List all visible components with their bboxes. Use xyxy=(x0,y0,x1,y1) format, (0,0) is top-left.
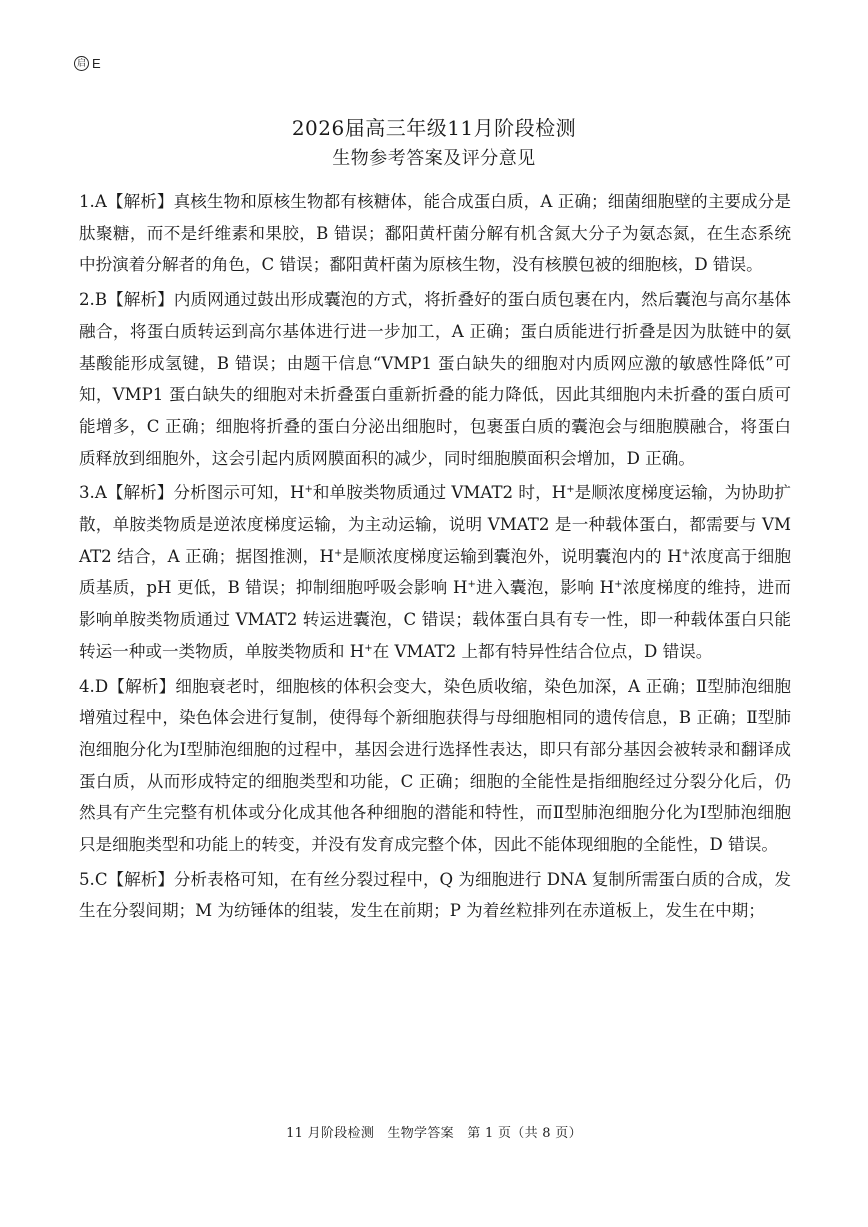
answer-item-3: 3.A【解析】分析图示可知，H+和单胺类物质通过 VMAT2 时，H+是顺浓度梯度运输，为协助扩散，单胺类物质是逆浓度梯度运输，为主动运输，说明 VMAT2 是一种载体蛋白，都需要与 VMAT2 结合，A 正确；据图推测，H+是顺浓度梯度运输到囊泡外，说明囊泡内的 H+浓度高于细胞质基质，pH 更低，B 错误；抑制细胞呼吸会影响 H+进入囊泡，影响 H+浓度梯度的维持，进而影响单胺类物质通过 VMAT2 转运进囊泡，C 错误；载体蛋白具有专一性，即一种载体蛋白只能转运一种或一类物质，单胺类物质和 H+在 VMAT2 上都有特异性结合位点，D 错误。 xyxy=(79,483,792,661)
answer-list xyxy=(79,186,791,930)
answer-item-5: 5.C【解析】分析表格可知，在有丝分裂过程中，Q 为细胞进行 DNA 复制所需蛋白质的合成，发生在分裂间期；M 为纺锤体的组装，发生在前期；P 为着丝粒排列在赤道板上，发生在中期； xyxy=(79,869,791,921)
circled-logo-icon: 启 xyxy=(74,56,89,71)
corner-mark-letter: E xyxy=(92,56,101,71)
answer-item-4: 4.D【解析】细胞衰老时，细胞核的体积会变大，染色质收缩，染色加深，A 正确；Ⅱ型肺泡细胞增殖过程中，染色体会进行复制，使得每个新细胞获得与母细胞相同的遗传信息，B 正确；Ⅱ型肺泡细胞分化为Ⅰ型肺泡细胞的过程中，基因会进行选择性表达，即只有部分基因会被转录和翻译成蛋白质，从而形成特定的细胞类型和功能，C 正确；细胞的全能性是指细胞经过分裂分化后，仍然具有产生完整有机体或分化成其他各种细胞的潜能和特性，而Ⅱ型肺泡细胞分化为Ⅰ型肺泡细胞只是细胞类型和功能上的转变，并没有发育成完整个体，因此不能体现细胞的全能性，D 错误。 xyxy=(79,676,791,855)
answer-item-2: 2.B【解析】内质网通过鼓出形成囊泡的方式，将折叠好的蛋白质包裹在内，然后囊泡与高尔基体融合，将蛋白质转运到高尔基体进行进一步加工，A 正确；蛋白质能进行折叠是因为肽链中的氨基酸能形成氢键，B 错误；由题干信息“VMP1 蛋白缺失的细胞对内质网应激的敏感性降低”可知，VMP1 蛋白缺失的细胞对未折叠蛋白重新折叠的能力降低，因此其细胞内未折叠的蛋白质可能增多，C 正确；细胞将折叠的蛋白分泌出细胞时，包裹蛋白质的囊泡会与细胞膜融合，将蛋白质释放到细胞外，这会引起内质网膜面积的减少，同时细胞膜面积会增加，D 正确。 xyxy=(79,290,791,468)
page-footer: 11 月阶段检测 生物学答案 第 1 页（共 8 页） xyxy=(286,1126,582,1141)
answer-item-1: 1.A【解析】真核生物和原核生物都有核糖体，能合成蛋白质，A 正确；细菌细胞壁的主要成分是肽聚糖，而不是纤维素和果胶，B 错误；鄱阳黄杆菌分解有机含氮大分子为氨态氮，在生态系统中扮演着分解者的角色，C 错误；鄱阳黄杆菌为原核生物，没有核膜包被的细胞核，D 错误。 xyxy=(79,192,791,275)
corner-mark xyxy=(74,56,101,71)
page-title: 2026届高三年级11月阶段检测 xyxy=(291,116,577,140)
page-subtitle: 生物参考答案及评分意见 xyxy=(332,148,536,169)
